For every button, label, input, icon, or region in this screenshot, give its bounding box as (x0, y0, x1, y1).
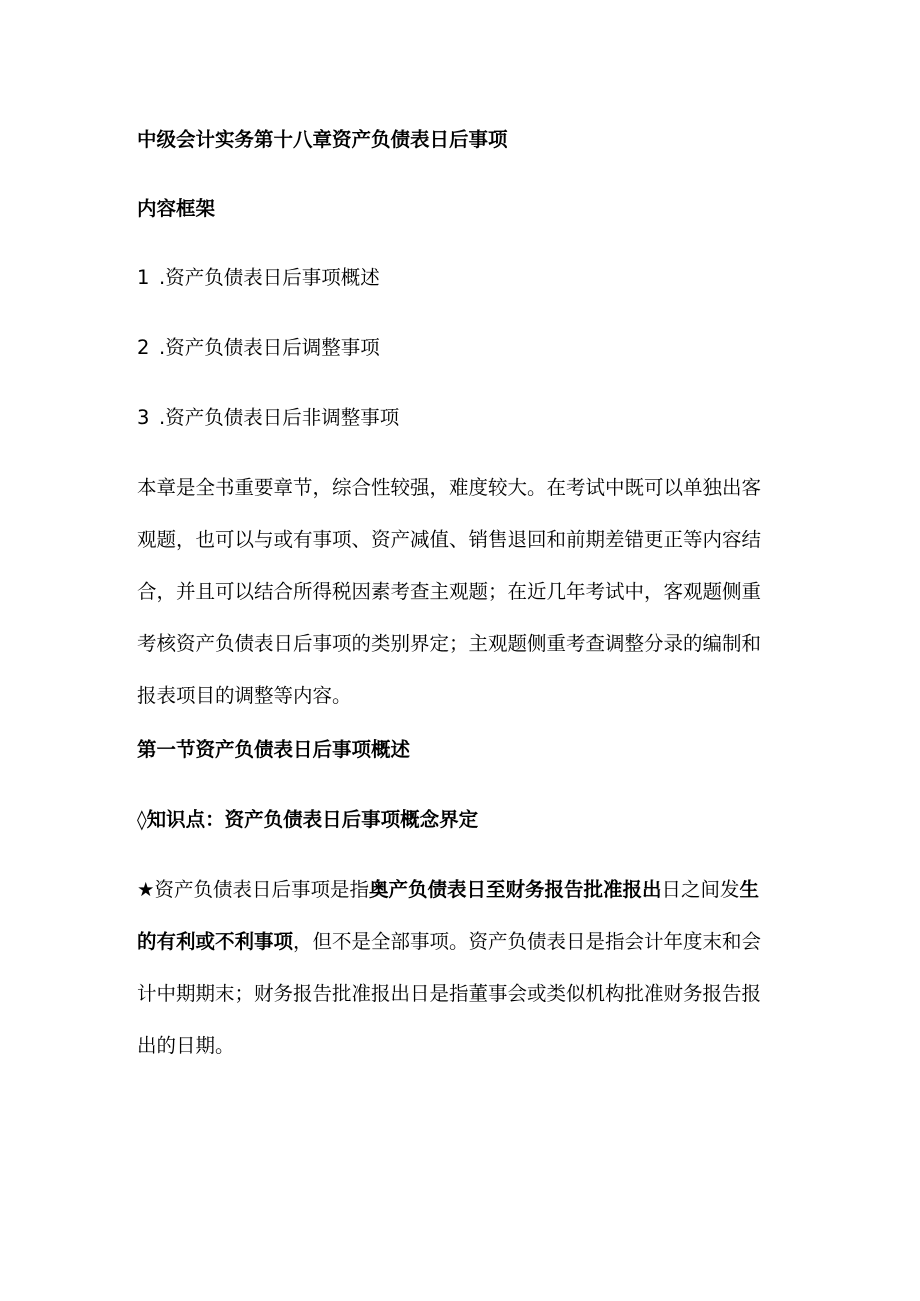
definition-emphasis: 的有利或不利事项 (137, 930, 294, 953)
framework-item-number: 3 (137, 406, 150, 429)
paragraph-line: 计中期期末；财务报告批准报出日是指董事会或类似机构批准财务报告报 (137, 982, 762, 1005)
definition-text: 日之间发 (661, 878, 740, 901)
paragraph-line (137, 916, 787, 968)
framework-item-number: 1 (137, 266, 150, 289)
framework-item-number: 2 (137, 336, 150, 359)
definition-text: ★资产负债表日后事项是指 (137, 878, 369, 901)
paragraph-line: 合，并且可以结合所得税因素考查主观题；在近几年考试中，客观题侧重 (137, 580, 762, 603)
definition-text: ，但不是全部事项。资产负债表日是指会计年度末和会 (293, 930, 762, 953)
paragraph-line: 报表项目的调整等内容。 (137, 684, 352, 707)
framework-item-3 (137, 405, 797, 431)
definition-emphasis: 奥产负债表日至财务报告批准报出 (368, 878, 662, 901)
framework-heading: 内容框架 (137, 197, 216, 220)
definition-paragraph (137, 864, 787, 1072)
paragraph-line: 出的日期。 (137, 1034, 235, 1057)
knowledge-point-heading: ◊知识点：资产负债表日后事项概念界定 (137, 808, 479, 831)
framework-item-text: .资产负债表日后非调整事项 (159, 406, 400, 429)
paragraph-line: 本章是全书重要章节，综合性较强，难度较大。在考试中既可以单独出客 (137, 476, 762, 499)
chapter-intro-paragraph (137, 462, 787, 722)
framework-item-1 (137, 265, 797, 291)
paragraph-line: 考核资产负债表日后事项的类别界定；主观题侧重考查调整分录的编制和 (137, 632, 762, 655)
framework-item-text: .资产负债表日后调整事项 (159, 336, 380, 359)
paragraph-line: 观题，也可以与或有事项、资产减值、销售退回和前期差错更正等内容结 (137, 528, 762, 551)
definition-emphasis: 生 (739, 878, 760, 901)
paragraph-line (137, 864, 787, 916)
framework-item-text: .资产负债表日后事项概述 (159, 266, 380, 289)
document-title: 中级会计实务第十八章资产负债表日后事项 (137, 128, 508, 151)
framework-item-2 (137, 335, 797, 361)
section-heading: 第一节资产负债表日后事项概述 (137, 738, 411, 761)
